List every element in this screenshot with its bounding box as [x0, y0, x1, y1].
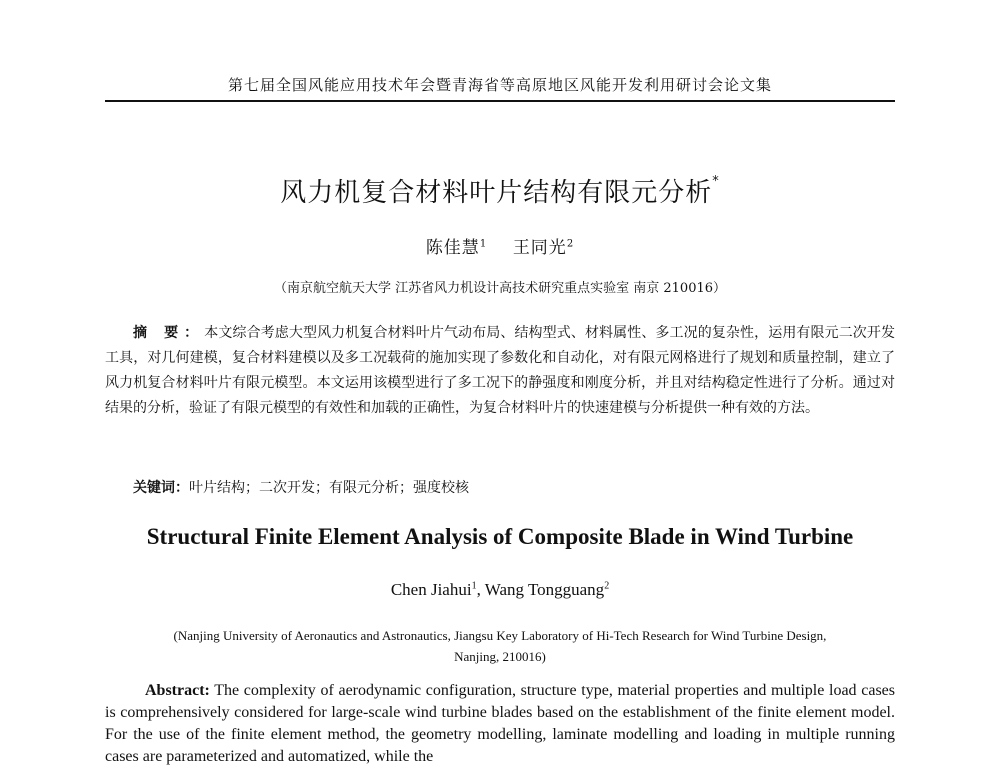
- author-1-en: Chen Jiahui: [390, 580, 472, 599]
- english-abstract-label: Abstract:: [145, 682, 210, 699]
- chinese-abstract-text: 本文综合考虑大型风力机复合材料叶片气动布局、结构型式、材料属性、多工况的复杂性，运用有限元二次开发工具，对几何建模，复合材料建模以及多工况载荷的施加实现了参数化和自动化，对有限元网格进行了规划和质量控制，建立了风力机复合材料叶片有限元模型。本文运用该模型进行了多工况下的静强度和刚度分析，并且对结构稳定性进行了分析。通过对结果的分析，验证了有限元模型的有效性和加载的正确性，为复合材料叶片的快速建模与分析提供一种有效的方法。: [105, 325, 896, 416]
- author-1-cn-affil-mark: 1: [479, 238, 488, 250]
- author-2-en-affil-mark: 2: [604, 580, 610, 592]
- running-head: 第七届全国风能应用技术年会暨青海省等高原地区风能开发利用研讨会论文集: [227, 76, 772, 94]
- header-rule: [105, 100, 895, 102]
- chinese-title: [105, 172, 895, 209]
- title-footnote-mark: *: [712, 174, 720, 189]
- english-affiliation: [115, 625, 885, 667]
- chinese-keywords-label: 关键词：: [133, 480, 189, 496]
- english-affiliation-line-1: (Nanjing University of Aeronautics and Astronautics, Jiangsu Key Laboratory of Hi-Tech Research for Wind Turbine Design,: [173, 628, 827, 643]
- author-1-cn: 陈佳慧: [425, 238, 480, 258]
- english-title: Structural Finite Element Analysis of Composite Blade in Wind Turbine: [146, 524, 854, 549]
- chinese-title-text: 风力机复合材料叶片结构有限元分析: [280, 178, 713, 208]
- english-abstract-text: The complexity of aerodynamic configuration, structure type, material properties and multiple load cases is comprehensively considered for large-scale wind turbine blades based on the establishment of the finite element model. For the use of the finite element method, the geometry modelling, laminate modelling and loading in multiple running cases are parameterized and automatized, while the: [105, 682, 895, 765]
- chinese-abstract: [105, 321, 895, 421]
- author-separator: ,: [476, 580, 485, 599]
- author-1-en-affil-mark: 1: [471, 580, 477, 592]
- chinese-authors: [105, 233, 895, 258]
- chinese-affiliation: （南京航空航天大学 江苏省风力机设计高技术研究重点实验室 南京 210016）: [273, 281, 727, 296]
- chinese-abstract-label: 摘 要：: [133, 325, 205, 341]
- chinese-keywords-text: 叶片结构；二次开发；有限元分析；强度校核: [189, 480, 469, 496]
- author-2-cn-affil-mark: 2: [566, 238, 575, 250]
- author-2-cn: 王同光: [512, 238, 567, 258]
- english-affiliation-line-2: Nanjing, 210016): [454, 649, 546, 664]
- author-2-en: Wang Tongguang: [484, 580, 605, 599]
- chinese-keywords: [133, 477, 893, 497]
- english-authors: [105, 580, 895, 600]
- english-abstract: [105, 680, 895, 768]
